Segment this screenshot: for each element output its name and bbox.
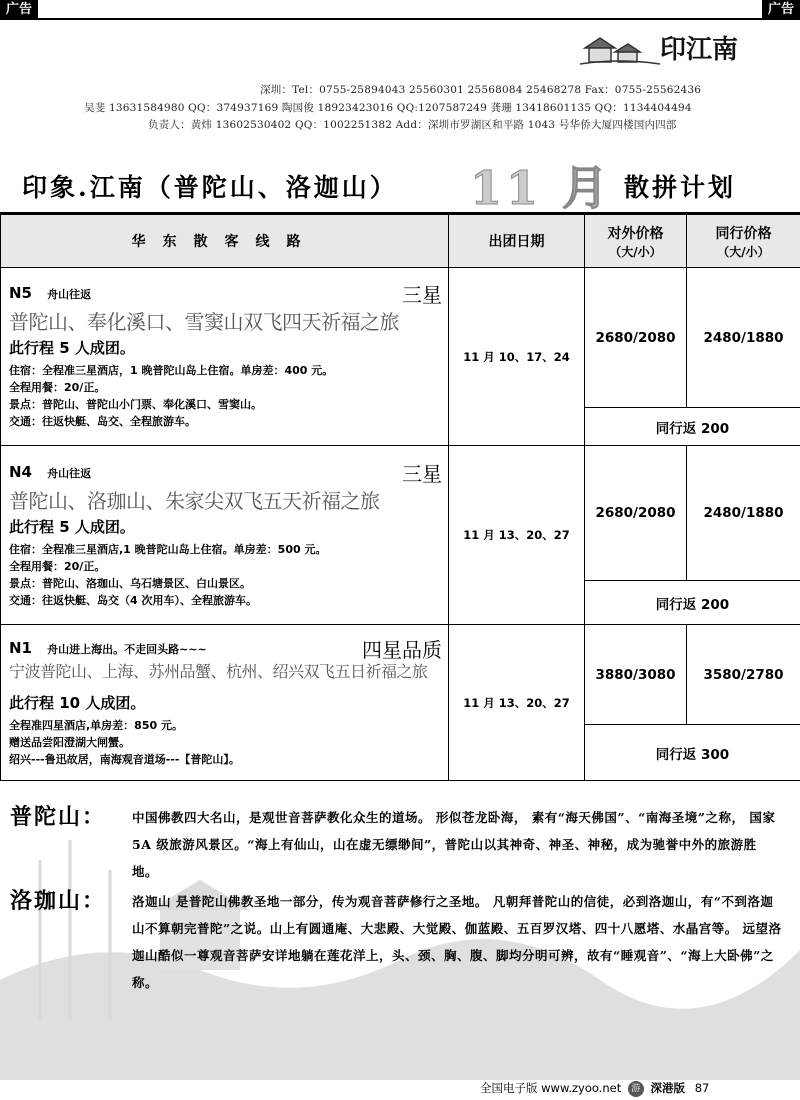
trade-return: 同行返 200 xyxy=(585,408,800,446)
trade-return: 同行返 200 xyxy=(585,581,800,625)
header-price-trade xyxy=(687,215,800,268)
header-divider xyxy=(0,18,800,20)
route-info-n4 xyxy=(1,446,449,625)
route-table xyxy=(0,214,800,781)
header-price-public-label: 对外价格 xyxy=(607,225,664,242)
intro-luojia xyxy=(10,884,790,1034)
contact-line-2: 吴斐 13631584980 QQ：374937169 陶国俊 18923423016 QQ:1207587249 龚珊 13418601135 QQ：1134404494 xyxy=(84,102,692,114)
route-info-n5 xyxy=(1,268,449,446)
footer-site[interactable]: 全国电子版 www.zyoo.net xyxy=(480,1081,622,1095)
logo-wordmark: 印江南 xyxy=(660,35,739,65)
page-title: 印象.江南（普陀山、洛迦山） xyxy=(22,173,398,202)
route-group: 此行程 10 人成团。 xyxy=(9,693,146,712)
intro-body: 洛迦山 是普陀山佛教圣地一部分，传为观音菩萨修行之圣地。 凡朝拜普陀山的信徒，必到洛迦山，有“不到洛迦山不算朝完普陀”之说。山上有圆通庵、大悲殿、大觉殿、伽蓝殿、五百罗汉塔、四十八愿塔、水晶宫等。 远望洛迦山酷似一尊观音菩萨安详地躺在莲花洋上，头、颈、胸、腹、脚均分明可辨，故有“睡观音”、“海上大卧佛”之称。 xyxy=(132,894,782,990)
table-row xyxy=(1,268,800,408)
route-note: 舟山往返 xyxy=(47,288,92,301)
route-name: 普陀山、洛珈山、朱家尖双飞五天祈福之旅 xyxy=(9,488,380,513)
brand-logo xyxy=(580,26,790,74)
price-public: 2680/2080 xyxy=(585,446,687,581)
header-route: 华东散客线路 xyxy=(1,215,449,268)
route-detail: 住宿：全程准三星酒店，1 晚普陀山岛上住宿。单房差：400 元。 xyxy=(9,364,334,377)
route-detail: 赠送品尝阳澄湖大闸蟹。 xyxy=(9,735,130,749)
header-price-public-sub: （大/小） xyxy=(609,244,662,259)
table-row xyxy=(1,625,800,725)
table-header-row xyxy=(1,215,800,268)
route-star: 四星品质 xyxy=(362,637,442,662)
footer-edition: 深港版 xyxy=(650,1081,686,1095)
route-group: 此行程 5 人成团。 xyxy=(9,339,135,357)
route-detail: 景点：普陀山、普陀山小门票、奉化溪口、雪窦山。 xyxy=(9,398,262,411)
route-detail: 全程用餐：20/正。 xyxy=(9,381,106,394)
route-dates: 11 月 13、20、27 xyxy=(449,625,585,781)
route-detail: 交通：往返快艇、岛交、全程旅游车。 xyxy=(9,415,196,428)
price-trade: 2480/1880 xyxy=(687,446,800,581)
page-footer xyxy=(0,1076,800,1100)
page-number: 87 xyxy=(694,1081,710,1095)
intro-putuo xyxy=(10,800,790,880)
header-price-public xyxy=(585,215,687,268)
route-detail: 交通：往返快艇、岛交（4 次用车）、全程旅游车。 xyxy=(9,593,257,607)
route-name: 宁波普陀山、上海、苏州品蟹、杭州、绍兴双飞五日祈福之旅 xyxy=(9,661,428,681)
route-detail: 景点：普陀山、洛珈山、乌石塘景区、白山景区。 xyxy=(9,576,251,590)
route-note: 舟山进上海出。不走回头路~~~ xyxy=(47,642,207,656)
table-row xyxy=(1,446,800,581)
route-detail: 全程用餐：20/正。 xyxy=(9,559,106,573)
intro-title: 普陀山： xyxy=(10,804,107,830)
route-code: N1 xyxy=(9,638,32,657)
contact-line-3: 负责人：黄炜 13602530402 QQ：1002251382 Add：深圳市罗湖区和平路 1043 号华侨大厦四楼国内四部 xyxy=(148,119,677,131)
ad-label-left: 广告 xyxy=(0,0,38,20)
route-detail: 全程准四星酒店,单房差：850 元。 xyxy=(9,718,183,732)
route-note: 舟山往返 xyxy=(47,466,92,480)
footer-logo-icon: 游 xyxy=(628,1081,644,1097)
price-public: 3880/3080 xyxy=(585,625,687,725)
page-title-month: 11 月 xyxy=(470,161,613,215)
route-group: 此行程 5 人成团。 xyxy=(9,517,135,536)
header-price-trade-label: 同行价格 xyxy=(715,225,772,242)
price-trade: 2480/1880 xyxy=(687,268,800,408)
footer-text xyxy=(480,1080,709,1097)
page-title-bar xyxy=(0,150,800,215)
page-title-suffix: 散拼计划 xyxy=(624,173,737,202)
route-dates: 11 月 10、17、24 xyxy=(449,268,585,446)
header-price-trade-sub: （大/小） xyxy=(717,244,770,259)
route-detail: 绍兴---鲁迅故居，南海观音道场---【普陀山】。 xyxy=(9,752,240,766)
route-code: N5 xyxy=(9,284,32,302)
route-dates: 11 月 13、20、27 xyxy=(449,446,585,625)
trade-return: 同行返 300 xyxy=(585,725,800,781)
intro-title: 洛珈山： xyxy=(10,888,107,914)
route-name: 普陀山、奉化溪口、雪窦山双飞四天祈福之旅 xyxy=(9,310,399,334)
ad-label-right: 广告 xyxy=(762,0,800,20)
route-star: 三星 xyxy=(402,461,442,486)
intro-body: 中国佛教四大名山，是观世音菩萨教化众生的道场。 形似苍龙卧海， 素有“海天佛国”、“南海圣境”之称， 国家 5A 级旅游风景区。“海上有仙山，山在虚无缥缈间”，普陀山以其神奇、神圣、神秘，成为驰誉中外的旅游胜地。 xyxy=(132,810,776,879)
route-code: N4 xyxy=(9,462,32,481)
route-star: 三星 xyxy=(402,283,442,307)
price-public: 2680/2080 xyxy=(585,268,687,408)
price-trade: 3580/2780 xyxy=(687,625,800,725)
route-info-n1 xyxy=(1,625,449,781)
contact-line-1: 深圳：Tel：0755-25894043 25560301 25568084 25468278 Fax：0755-25562436 xyxy=(260,84,702,96)
route-detail: 住宿：全程准三星酒店,1 晚普陀山岛上住宿。单房差：500 元。 xyxy=(9,542,327,556)
header-date: 出团日期 xyxy=(449,215,585,268)
